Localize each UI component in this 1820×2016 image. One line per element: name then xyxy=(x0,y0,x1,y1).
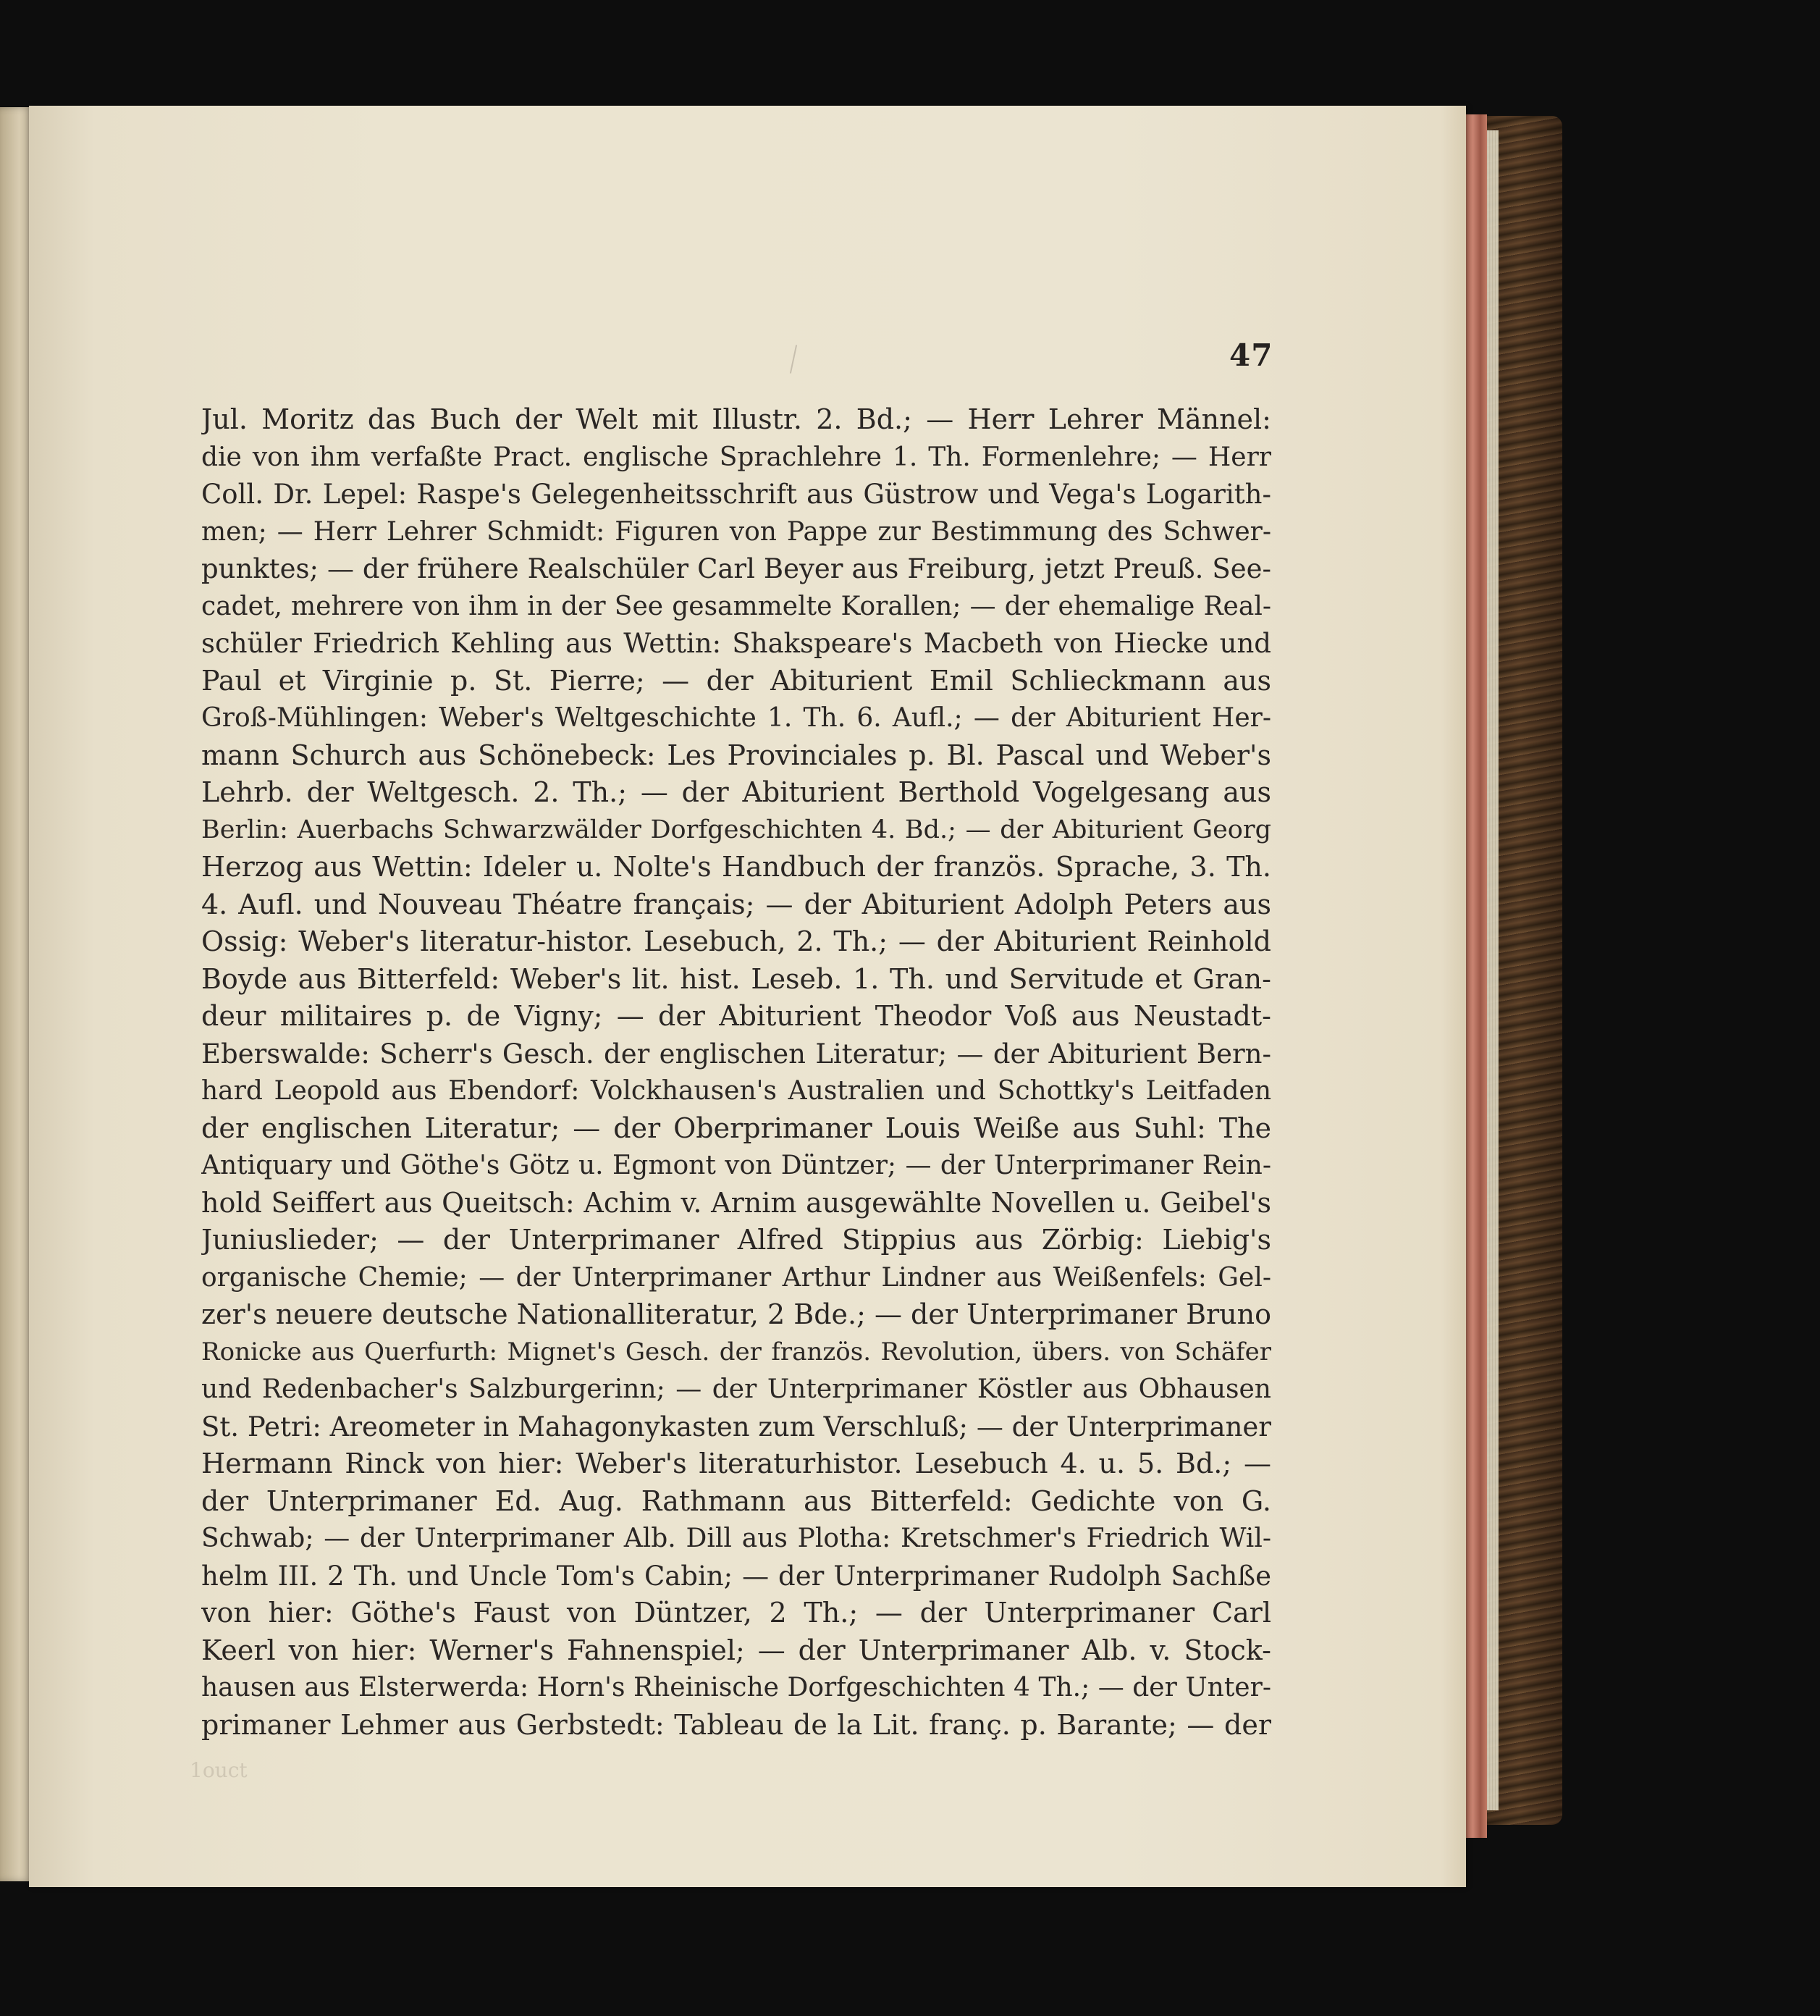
text-line: hard Leopold aus Ebendorf: Volckhausen's Australien und Schottky's Leitfaden xyxy=(201,1076,1271,1106)
text-line: 4. Aufl. und Nouveau Théatre français; — der Abiturient Adolph Peters aus xyxy=(201,888,1271,920)
text-line: Boyde aus Bitterfeld: Weber's lit. hist. Leseb. 1. Th. und Servitude et Gran- xyxy=(201,962,1271,995)
show-through-mark: 1ouct xyxy=(190,1758,248,1782)
text-line: Jul. Moritz das Buch der Welt mit Illustr. 2. Bd.; — Herr Lehrer Männel: xyxy=(201,403,1271,435)
text-line: Herzog aus Wettin: Ideler u. Nolte's Handbuch der französ. Sprache, 3. Th. xyxy=(201,851,1271,883)
text-line: helm III. 2 Th. und Uncle Tom's Cabin; — der Unterprimaner Rudolph Sachße xyxy=(201,1560,1271,1592)
text-line: hausen aus Elsterwerda: Horn's Rheinische Dorfgeschichten 4 Th.; — der Unter- xyxy=(201,1673,1271,1702)
text-line: die von ihm verfaßte Pract. englische Sprachlehre 1. Th. Formenlehre; — Herr xyxy=(201,442,1271,472)
text-line: Coll. Dr. Lepel: Raspe's Gelegenheitsschrift aus Güstrow und Vega's Logarith- xyxy=(201,479,1271,510)
text-line: Berlin: Auerbachs Schwarzwälder Dorfgeschichten 4. Bd.; — der Abiturient Georg xyxy=(201,815,1271,844)
text-line: Groß-Mühlingen: Weber's Weltgeschichte 1. Th. 6. Aufl.; — der Abiturient Her- xyxy=(201,703,1271,733)
page-number: 47 xyxy=(1229,337,1273,373)
text-line: Paul et Virginie p. St. Pierre; — der Abiturient Emil Schlieckmann aus xyxy=(201,664,1271,697)
text-line: mann Schurch aus Schönebeck: Les Provinciales p. Bl. Pascal und Weber's xyxy=(201,739,1271,771)
text-line: von hier: Göthe's Faust von Düntzer, 2 Th.; — der Unterprimaner Carl xyxy=(201,1597,1271,1629)
text-line: St. Petri: Areometer in Mahagonykasten zum Verschluß; — der Unterprimaner xyxy=(201,1411,1271,1442)
body-text xyxy=(201,401,1271,1744)
text-line: Schwab; — der Unterprimaner Alb. Dill aus Plotha: Kretschmer's Friedrich Wil- xyxy=(201,1524,1271,1553)
text-line: cadet, mehrere von ihm in der See gesammelte Korallen; — der ehemalige Real- xyxy=(201,591,1271,621)
text-line: men; — Herr Lehrer Schmidt: Figuren von Pappe zur Bestimmung des Schwer- xyxy=(201,516,1271,547)
text-line: der englischen Literatur; — der Oberprimaner Louis Weiße aus Suhl: The xyxy=(201,1112,1271,1144)
pencil-mark xyxy=(790,345,797,374)
text-line: punktes; — der frühere Realschüler Carl Beyer aus Freiburg, jetzt Preuß. See- xyxy=(201,553,1271,584)
text-line: Ronicke aus Querfurth: Mignet's Gesch. der französ. Revolution, übers. von Schäfer xyxy=(201,1337,1271,1366)
text-line: Antiquary und Göthe's Götz u. Egmont von Düntzer; — der Unterprimaner Rein- xyxy=(201,1151,1271,1180)
text-line: organische Chemie; — der Unterprimaner Arthur Lindner aus Weißenfels: Gel- xyxy=(201,1262,1271,1293)
text-line: zer's neuere deutsche Nationalliteratur, 2 Bde.; — der Unterprimaner Bruno xyxy=(201,1298,1271,1330)
text-line: primaner Lehmer aus Gerbstedt: Tableau de la Lit. franç. p. Barante; — der xyxy=(201,1708,1271,1741)
text-line: deur militaires p. de Vigny; — der Abiturient Theodor Voß aus Neustadt- xyxy=(201,1000,1271,1032)
text-line: Eberswalde: Scherr's Gesch. der englischen Literatur; — der Abiturient Bern- xyxy=(201,1038,1271,1070)
text-line: der Unterprimaner Ed. Aug. Rathmann aus Bitterfeld: Gedichte von G. xyxy=(201,1484,1271,1517)
text-line: Hermann Rinck von hier: Weber's literaturhistor. Lesebuch 4. u. 5. Bd.; — xyxy=(201,1448,1271,1479)
text-line: schüler Friedrich Kehling aus Wettin: Shakspeare's Macbeth von Hiecke und xyxy=(201,628,1271,659)
book-page xyxy=(29,106,1466,1887)
left-page-edge xyxy=(0,107,32,1881)
text-line: Juniuslieder; — der Unterprimaner Alfred Stippius aus Zörbig: Liebig's xyxy=(201,1224,1271,1256)
text-line: Keerl von hier: Werner's Fahnenspiel; — der Unterprimaner Alb. v. Stock- xyxy=(201,1634,1271,1666)
text-line: Lehrb. der Weltgesch. 2. Th.; — der Abiturient Berthold Vogelgesang aus xyxy=(201,776,1271,808)
text-line: hold Seiffert aus Queitsch: Achim v. Arnim ausgewählte Novellen u. Geibel's xyxy=(201,1186,1271,1219)
red-page-edge xyxy=(1465,114,1487,1838)
text-line: und Redenbacher's Salzburgerinn; — der Unterprimaner Köstler aus Obhausen xyxy=(201,1374,1271,1404)
text-line: Ossig: Weber's literatur-histor. Lesebuch, 2. Th.; — der Abiturient Reinhold xyxy=(201,925,1271,957)
